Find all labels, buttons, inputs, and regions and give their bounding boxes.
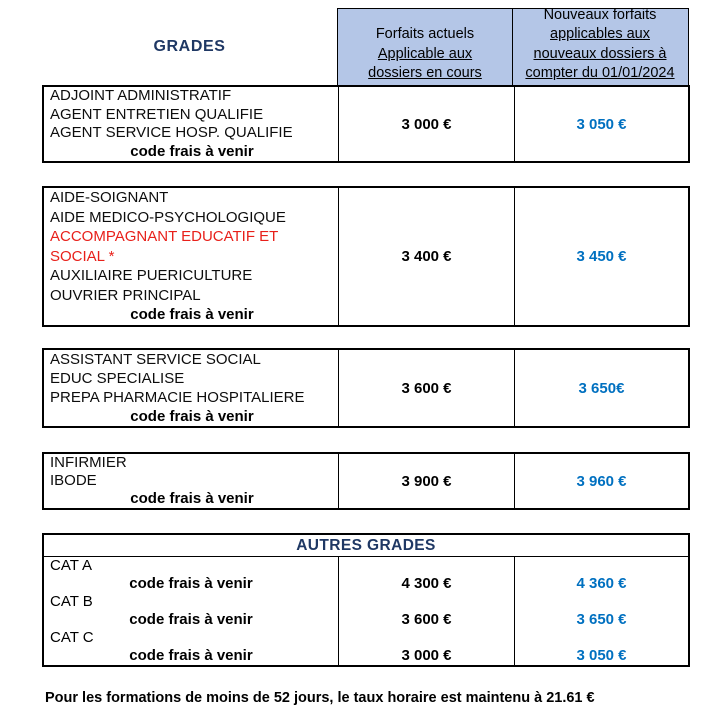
grade-line-highlighted: ACCOMPAGNANT EDUCATIF ET [50, 228, 279, 246]
header-line: Nouveaux forfaits [543, 7, 657, 24]
code-frais-label: code frais à venir [130, 306, 254, 324]
autres-current-values-cell [339, 557, 515, 665]
header-line: nouveaux dossiers à [533, 45, 667, 62]
hourly-rate-note: Pour les formations de moins de 52 jours, le taux horaire est maintenu à 21.61 € [45, 690, 595, 706]
grade-block-assistant-social [42, 348, 690, 428]
new-forfait-value: 3 650€ [578, 379, 625, 397]
autres-grades-block [42, 533, 690, 667]
current-forfait-value: 3 900 € [339, 454, 515, 508]
spacer [515, 557, 688, 575]
code-frais-label: code frais à venir [129, 611, 253, 628]
grade-line: AGENT ENTRETIEN QUALIFIE [50, 105, 264, 123]
current-forfait-value: 3 600 € [339, 350, 515, 426]
code-frais-label: code frais à venir [130, 490, 254, 507]
new-forfait-value: 3 050 € [576, 647, 627, 664]
current-forfait-value: 4 300 € [401, 575, 452, 592]
grade-block-infirmier [42, 452, 690, 510]
header-line: dossiers en cours [368, 64, 482, 81]
grade-line: ADJOINT ADMINISTRATIF [50, 87, 232, 104]
current-forfait-value: 3 000 € [339, 87, 515, 161]
new-forfait-value: 3 450 € [576, 248, 627, 265]
grade-block-aide-soignant [42, 186, 690, 327]
code-frais-label: code frais à venir [130, 142, 254, 160]
grade-names-cell [44, 350, 339, 426]
grade-line: ASSISTANT SERVICE SOCIAL [50, 351, 261, 368]
cat-label: CAT A [50, 557, 92, 574]
spacer [339, 593, 514, 611]
grade-line: AIDE MEDICO-PSYCHOLOGIQUE [50, 208, 286, 226]
current-forfait-value: 3 400 € [339, 188, 515, 325]
header-line: Applicable aux [377, 45, 473, 62]
grade-names-cell [44, 188, 339, 325]
header-line: Forfaits actuels [375, 26, 475, 43]
spacer [339, 629, 514, 647]
new-forfait-value: 4 360 € [576, 575, 627, 592]
current-forfait-column-header [337, 8, 513, 85]
grade-line-highlighted: SOCIAL * [50, 247, 115, 265]
grade-names-cell [44, 454, 339, 508]
cat-label: CAT C [50, 629, 94, 646]
grade-line: IBODE [50, 472, 97, 489]
grade-block-administratif [42, 85, 690, 163]
spacer [339, 557, 514, 575]
grade-line: AIDE-SOIGNANT [50, 189, 169, 207]
grade-line: AUXILIAIRE PUERICULTURE [50, 267, 253, 285]
spacer [515, 629, 688, 647]
code-frais-label: code frais à venir [129, 647, 253, 664]
header-line: applicables aux [550, 26, 650, 43]
autres-new-values-cell [515, 557, 688, 665]
grade-line: INFIRMIER [50, 454, 127, 471]
header-line: compter du 01/01/2024 [525, 64, 675, 81]
cat-label: CAT B [50, 593, 93, 610]
autres-grades-body [44, 557, 688, 665]
spacer [515, 593, 688, 611]
current-forfait-value: 3 000 € [401, 647, 452, 664]
code-frais-label: code frais à venir [130, 408, 254, 425]
autres-grades-title: AUTRES GRADES [44, 535, 688, 557]
grade-line: AGENT SERVICE HOSP. QUALIFIE [50, 124, 293, 141]
new-forfait-column-header [512, 8, 689, 85]
grades-column-title: GRADES [153, 37, 226, 55]
table-header-row [337, 8, 690, 85]
new-forfait-value: 3 650 € [576, 611, 627, 628]
grade-names-cell [44, 87, 339, 161]
new-forfait-value: 3 050 € [576, 115, 627, 133]
current-forfait-value: 3 600 € [401, 611, 452, 628]
code-frais-label: code frais à venir [129, 575, 253, 592]
grade-line: EDUC SPECIALISE [50, 370, 185, 387]
new-forfait-value: 3 960 € [576, 472, 627, 490]
autres-cat-cell [44, 557, 339, 665]
grade-line: PREPA PHARMACIE HOSPITALIERE [50, 389, 305, 406]
grade-line: OUVRIER PRINCIPAL [50, 286, 201, 304]
